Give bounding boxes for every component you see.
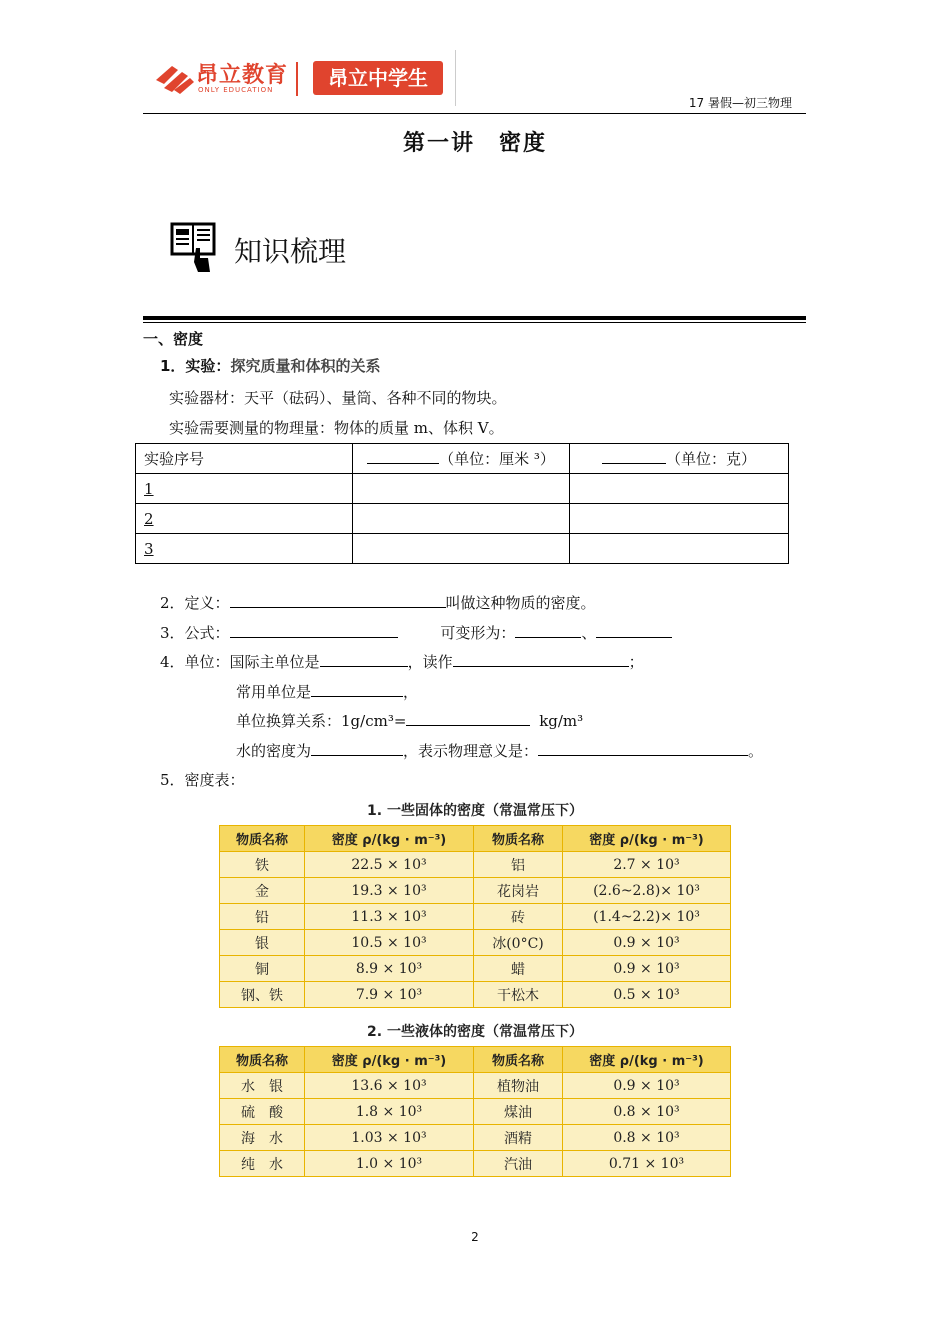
part-heading: 一、密度	[143, 330, 204, 348]
material-name-cell: 铝	[474, 852, 563, 878]
header-cell: 物质名称	[474, 1047, 563, 1073]
material-name-cell: 铅	[220, 904, 305, 930]
row-index: 1	[136, 474, 353, 504]
water-density-blank[interactable]	[311, 740, 403, 756]
only-education-logo-icon	[152, 60, 196, 96]
material-name-cell: 植物油	[474, 1073, 563, 1099]
density-value-cell: 22.5 × 10³	[305, 852, 474, 878]
material-name-cell: 砖	[474, 904, 563, 930]
table-row	[220, 956, 731, 982]
table-cell[interactable]	[353, 504, 570, 534]
course-label: 17 暑假—初三物理	[688, 96, 792, 110]
header-cell: 密度 ρ/(kg · m⁻³)	[563, 826, 731, 852]
page-number: 2	[471, 1230, 479, 1244]
density-value-cell: 19.3 × 10³	[305, 878, 474, 904]
table-cell[interactable]	[353, 474, 570, 504]
item3: 3．公式： 可变形为： 、	[160, 622, 672, 643]
material-name-cell: 花岗岩	[474, 878, 563, 904]
table-cell[interactable]	[570, 504, 789, 534]
formula-variant-blank[interactable]	[515, 622, 581, 638]
table-row	[220, 904, 731, 930]
liquid-density-table	[219, 1046, 731, 1177]
table-row	[220, 1151, 731, 1177]
material-name-cell: 铜	[220, 956, 305, 982]
material-name-cell: 金	[220, 878, 305, 904]
material-name-cell: 水 银	[220, 1073, 305, 1099]
answer-blank[interactable]	[367, 448, 439, 464]
table-header-row	[136, 444, 789, 474]
logo-sub-text: ONLY EDUCATION	[198, 86, 274, 94]
density-value-cell: 0.8 × 10³	[563, 1125, 731, 1151]
si-unit-blank[interactable]	[320, 651, 408, 667]
table-cell[interactable]	[570, 534, 789, 564]
definition-blank[interactable]	[230, 592, 446, 608]
material-name-cell: 煤油	[474, 1099, 563, 1125]
table-row	[220, 1099, 731, 1125]
logo-separator	[296, 62, 298, 96]
table-row	[220, 1125, 731, 1151]
material-name-cell: 酒精	[474, 1125, 563, 1151]
density-header-row	[220, 826, 731, 852]
header-cell: 物质名称	[220, 826, 305, 852]
density-value-cell: 1.03 × 10³	[305, 1125, 474, 1151]
common-unit-line: 常用单位是 ，	[236, 683, 419, 701]
logo-badge: 昂立中学生	[313, 61, 443, 95]
conversion-blank[interactable]	[406, 710, 530, 726]
table-row	[220, 1073, 731, 1099]
material-name-cell: 海 水	[220, 1125, 305, 1151]
item4: 4．单位：国际主单位是 ，读作 ；	[160, 653, 644, 671]
header-cell: 物质名称	[220, 1047, 305, 1073]
density-value-cell: 8.9 × 10³	[305, 956, 474, 982]
density-value-cell: 11.3 × 10³	[305, 904, 474, 930]
density-value-cell: 0.9 × 10³	[563, 930, 731, 956]
density-value-cell: 0.9 × 10³	[563, 956, 731, 982]
page-title: 第一讲 密度	[402, 131, 547, 156]
liquid-table-caption: 2. 一些液体的密度（常温常压下）	[367, 1024, 583, 1040]
section-title: 知识梳理	[234, 235, 347, 268]
density-value-cell: 0.9 × 10³	[563, 1073, 731, 1099]
item1-text: 探究质量和体积的关系	[230, 357, 381, 375]
table-row	[220, 852, 731, 878]
row-index: 3	[136, 534, 353, 564]
table-header-cell: 实验序号	[136, 444, 353, 474]
material-name-cell: 干松木	[474, 982, 563, 1008]
logo-main-text: 昂立教育	[196, 63, 289, 88]
experiment-table	[135, 443, 789, 564]
item2: 2．定义： 叫做这种物质的密度。	[160, 594, 596, 612]
header-cell: 密度 ρ/(kg · m⁻³)	[563, 1047, 731, 1073]
formula-variant-blank[interactable]	[596, 622, 672, 638]
row-index: 2	[136, 504, 353, 534]
density-value-cell: 0.5 × 10³	[563, 982, 731, 1008]
item5: 5．密度表：	[160, 771, 245, 789]
table-cell[interactable]	[353, 534, 570, 564]
reading-blank[interactable]	[453, 651, 629, 667]
density-value-cell: (1.4~2.2)× 10³	[563, 904, 731, 930]
header-cell: 密度 ρ/(kg · m⁻³)	[305, 1047, 474, 1073]
density-value-cell: 13.6 × 10³	[305, 1073, 474, 1099]
density-value-cell: 0.8 × 10³	[563, 1099, 731, 1125]
quantities-line: 实验需要测量的物理量：物体的质量 m、体积 V。	[169, 419, 504, 437]
material-name-cell: 冰(0°C)	[474, 930, 563, 956]
table-row	[136, 474, 789, 504]
material-name-cell: 纯 水	[220, 1151, 305, 1177]
density-value-cell: (2.6~2.8)× 10³	[563, 878, 731, 904]
material-name-cell: 蜡	[474, 956, 563, 982]
table-row	[220, 878, 731, 904]
solid-density-table	[219, 825, 731, 1008]
density-value-cell: 7.9 × 10³	[305, 982, 474, 1008]
solid-table-caption: 1. 一些固体的密度（常温常压下）	[367, 803, 583, 819]
material-name-cell: 银	[220, 930, 305, 956]
table-row	[136, 504, 789, 534]
conversion-line: 单位换算关系：1g/cm³= kg/m³	[236, 712, 584, 730]
table-header-cell: （单位：厘米 ³）	[353, 444, 570, 474]
density-value-cell: 1.0 × 10³	[305, 1151, 474, 1177]
item1	[160, 356, 380, 376]
density-header-row	[220, 1047, 731, 1073]
common-unit-blank[interactable]	[311, 681, 403, 697]
header-cell: 物质名称	[474, 826, 563, 852]
item1-label: 1．实验：	[160, 357, 231, 375]
material-name-cell: 铁	[220, 852, 305, 878]
header-divider	[143, 113, 806, 114]
density-value-cell: 0.71 × 10³	[563, 1151, 731, 1177]
answer-blank[interactable]	[602, 448, 666, 464]
section-rule-thick	[143, 316, 806, 320]
meaning-blank[interactable]	[538, 740, 748, 756]
density-value-cell: 2.7 × 10³	[563, 852, 731, 878]
table-cell[interactable]	[570, 474, 789, 504]
table-row	[136, 534, 789, 564]
header-cell: 密度 ρ/(kg · m⁻³)	[305, 826, 474, 852]
material-name-cell: 汽油	[474, 1151, 563, 1177]
material-name-cell: 硫 酸	[220, 1099, 305, 1125]
section-rule-thin	[143, 322, 806, 323]
formula-blank[interactable]	[230, 622, 398, 638]
materials-line: 实验器材：天平（砝码）、量筒、各种不同的物块。	[169, 389, 507, 407]
density-value-cell: 1.8 × 10³	[305, 1099, 474, 1125]
table-header-cell: （单位：克）	[570, 444, 789, 474]
density-value-cell: 10.5 × 10³	[305, 930, 474, 956]
material-name-cell: 钢、铁	[220, 982, 305, 1008]
water-density-line: 水的密度为 ，表示物理意义是： 。	[236, 742, 764, 760]
book-hand-icon	[170, 222, 218, 274]
table-row	[220, 930, 731, 956]
table-row	[220, 982, 731, 1008]
